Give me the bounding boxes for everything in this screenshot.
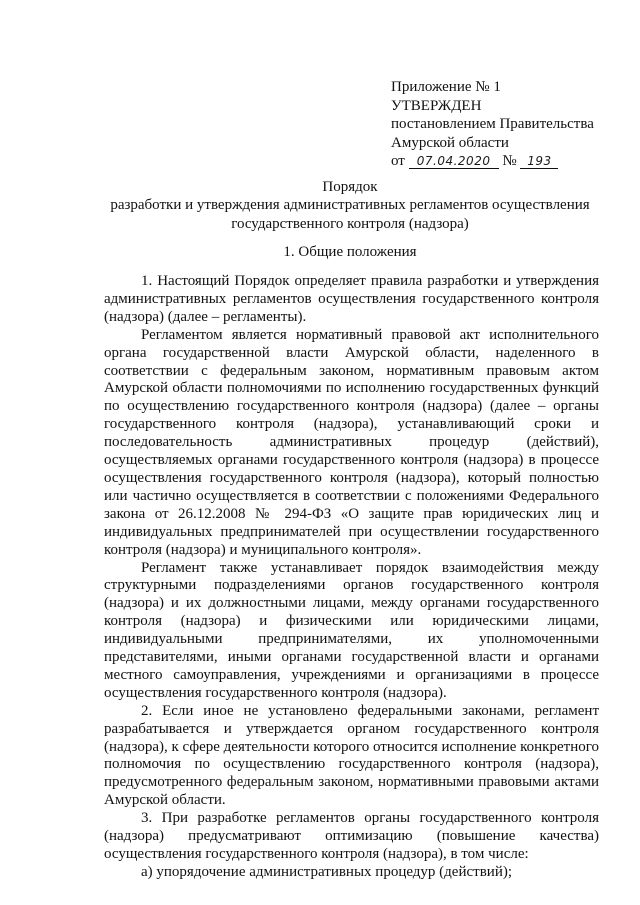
paragraph: 3. При разработке регламентов органы государственного контроля (надзора) предусматривают оптимизацию (повышение качества) осуществления государственного контроля (надзора), в том числе:: [104, 810, 599, 862]
paragraph: Регламентом является нормативный правовой акт исполнительного органа государственной власти Амурской области, наделенного в соответствии с федеральным законом, нормативным правовым актом Амурской области полномочиями по исполнению государственных функций по осуществлению государственного контроля (надзора) (далее – органы государственного контроля (надзора), устанавливающий сроки и последовательность административных процедур (действий), осуществляемых органами государственного контроля (надзора) в процессе осуществления государственного контроля (надзора), который полностью или частично осуществляется в соответствии с положениями Федерального закона от 26.12.2008 № 294-ФЗ «О защите прав юридических лиц и индивидуальных предпринимателей при осуществлении государственного контроля (надзора) и муниципального контроля».: [104, 326, 599, 558]
document-title: [60, 178, 640, 233]
handwritten-number: 193: [520, 155, 558, 169]
section-heading: 1. Общие положения: [283, 244, 417, 260]
approved-by-line: постановлением Правительства: [391, 116, 594, 133]
paragraph: 2. Если иное не установлено федеральными законами, регламент разрабатывается и утверждается органом государственного контроля (надзора), к сфере деятельности которого относится исполнение конкретного полномочия по осуществлению государственного контроля (надзора), предусмотренного федеральным законом, нормативными правовыми актами Амурской области.: [104, 702, 599, 809]
title-line-2: разработки и утверждения административных регламентов осуществления: [110, 197, 590, 214]
approved-label: УТВЕРЖДЕН: [391, 97, 482, 114]
paragraph: 1. Настоящий Порядок определяет правила разработки и утверждения административных регламентов осуществления государственного контроля (надзора) (далее – регламенты).: [104, 273, 599, 325]
title-line-3: государственного контроля (надзора): [231, 215, 469, 232]
paragraph: Регламент также устанавливает порядок взаимодействия между структурными подразделениями органов государственного контроля (надзора) и их должностными лицами, между органами государственного контроля (надзора) и физическими или юридическими лицами, индивидуальными предпринимателями, их уполномоченными представителями, иными органами государственной власти и органами местного самоуправления, учреждениями и организациями в процессе осуществления государственного контроля (надзора).: [104, 559, 599, 701]
document-body: [104, 273, 599, 882]
date-prefix: от: [391, 153, 405, 170]
appendix-label: Приложение № 1: [391, 79, 501, 95]
title-line-1: Порядок: [322, 179, 378, 195]
number-prefix: №: [502, 153, 517, 170]
paragraph: а) упорядочение административных процедур (действий);: [141, 863, 513, 880]
approval-stamp-block: [391, 78, 631, 171]
handwritten-date: 07.04.2020: [409, 155, 499, 169]
date-number-line: [391, 152, 631, 171]
region-line: Амурской области: [391, 134, 509, 151]
